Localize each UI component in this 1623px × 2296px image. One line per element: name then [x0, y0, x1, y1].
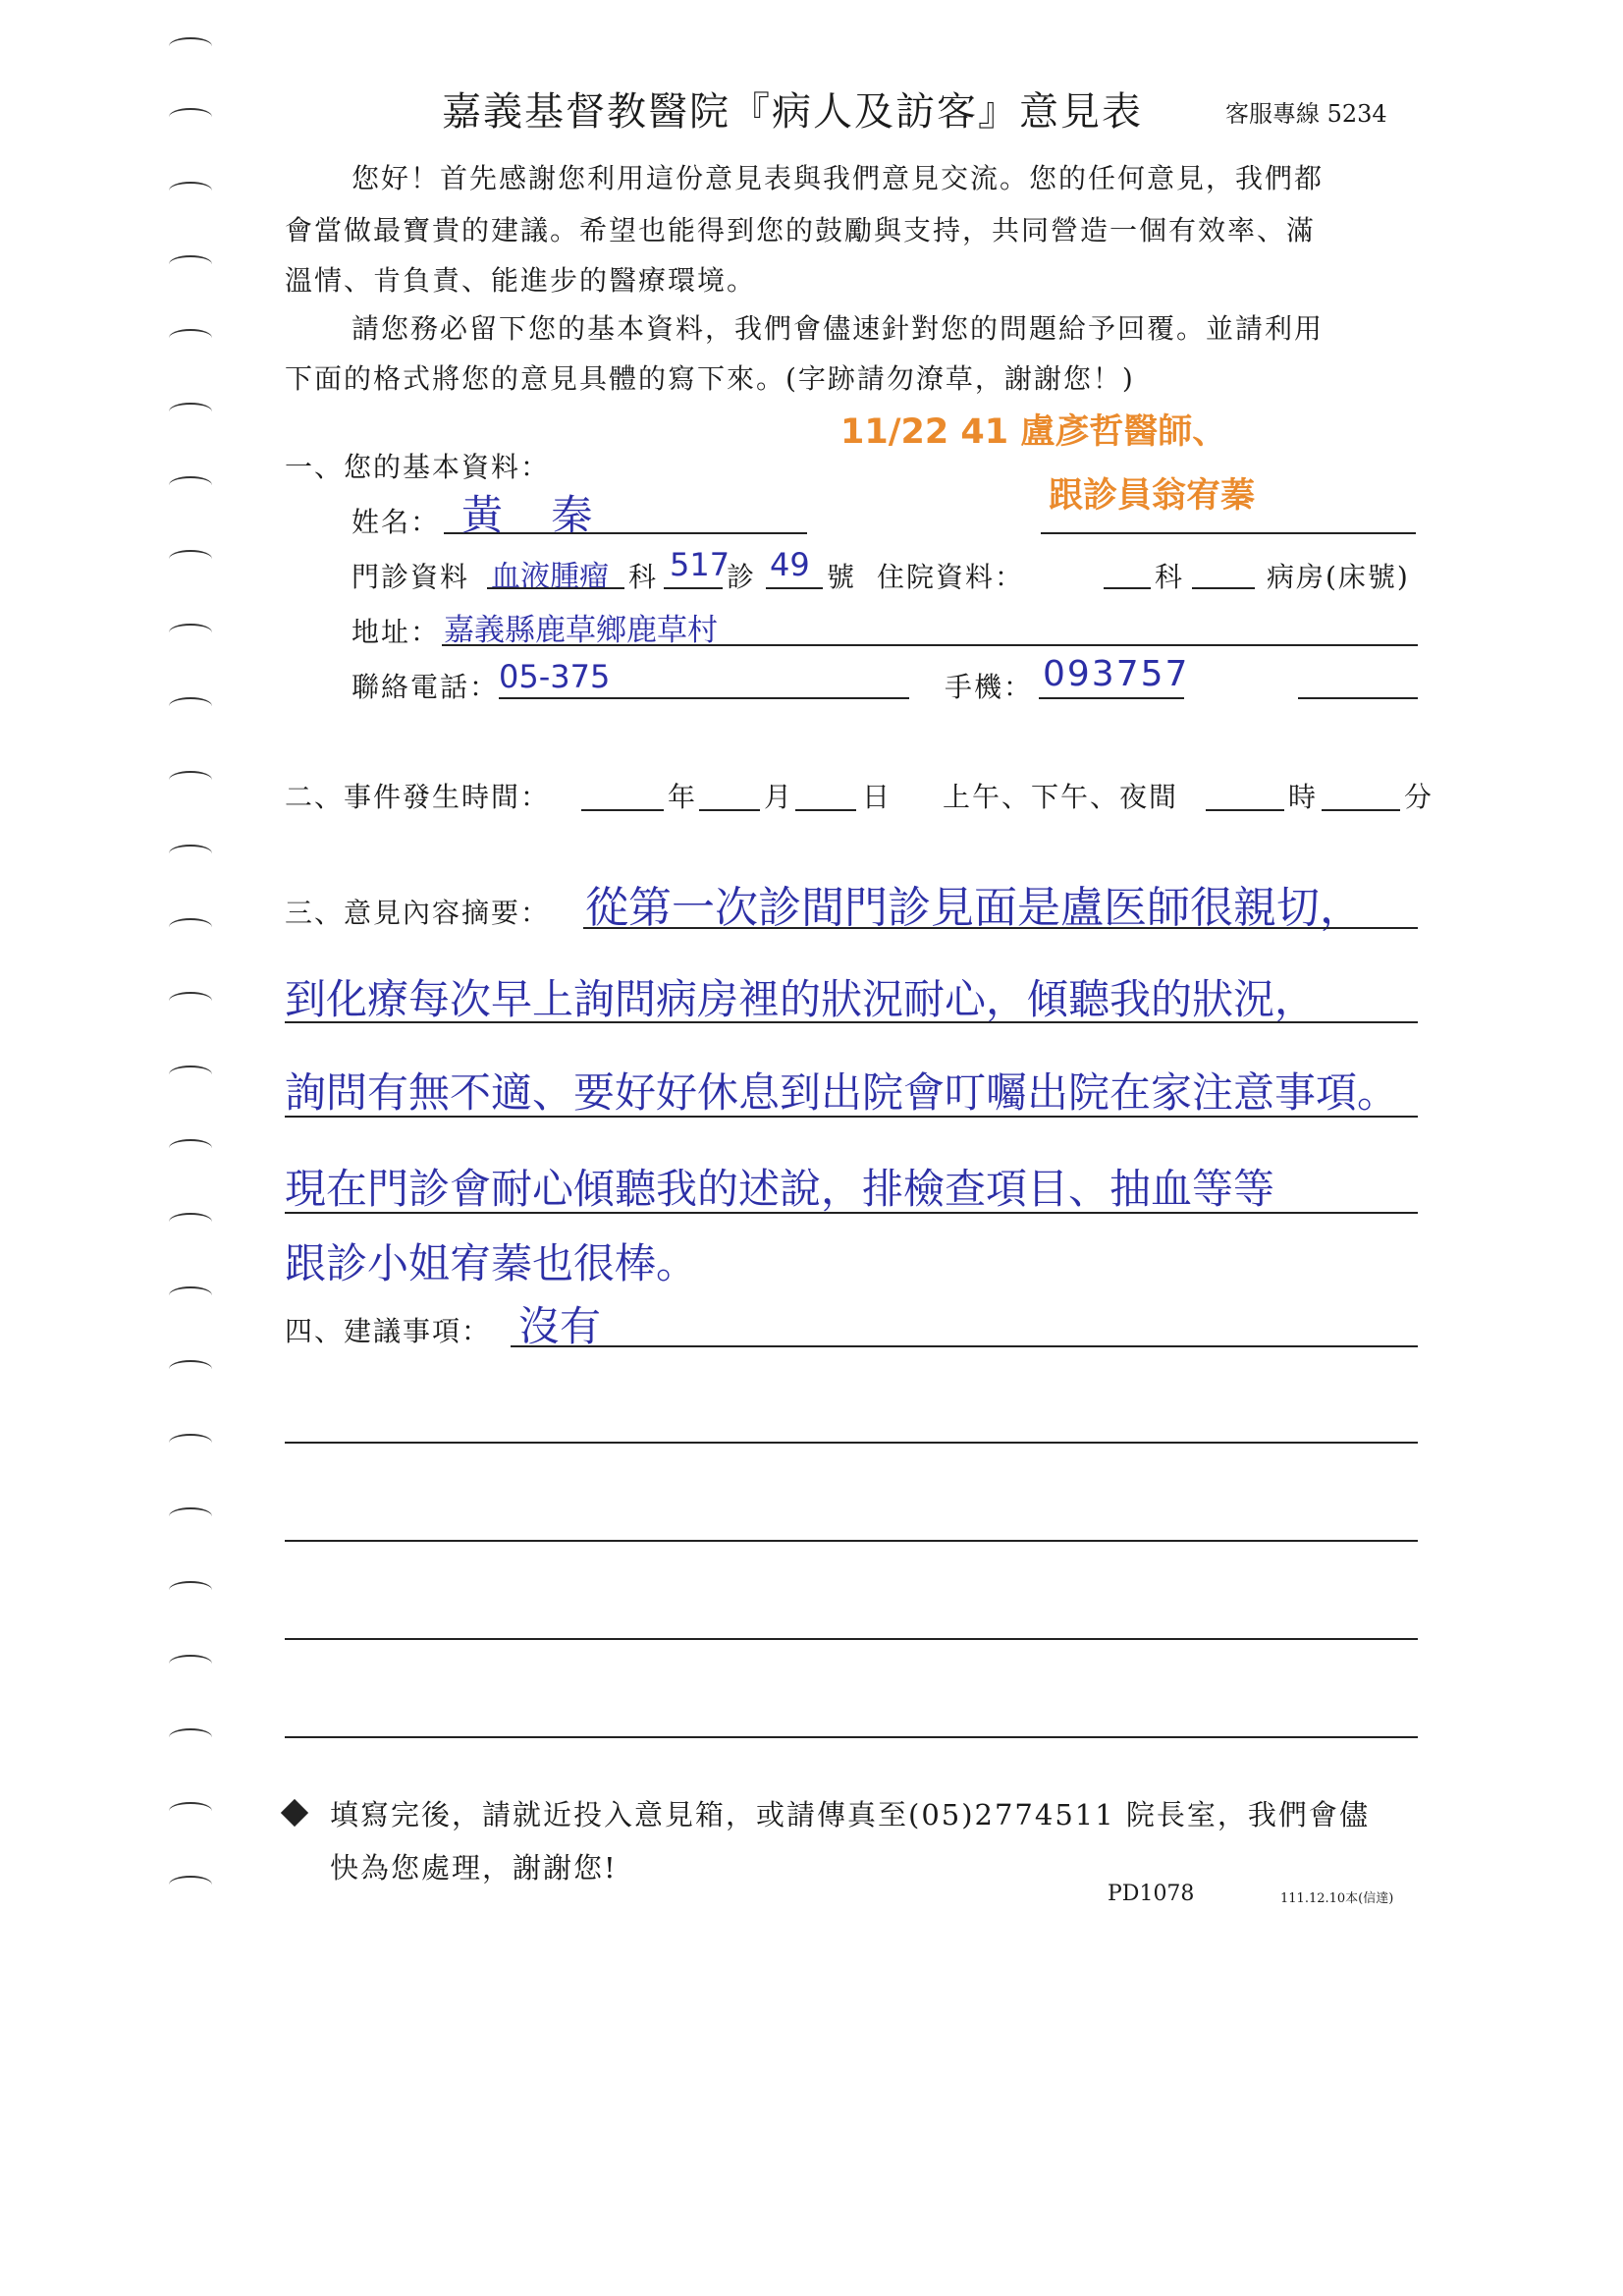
name-value: 黃 秦 [461, 491, 611, 539]
month-field-line [699, 809, 760, 811]
binder-ring [169, 108, 212, 126]
hour-field-line [1206, 809, 1284, 811]
minute-label: 分 [1404, 781, 1434, 813]
binder-ring [169, 918, 212, 936]
binder-ring [169, 403, 212, 420]
binder-ring [169, 1434, 212, 1451]
day-field-line [795, 809, 856, 811]
binder-ring [169, 550, 212, 568]
binder-ring [169, 845, 212, 862]
comment-field-line [285, 1021, 1418, 1023]
intro-line: 下面的格式將您的意見具體的寫下來。(字跡請勿潦草，謝謝您！) [285, 362, 1135, 395]
binder-ring [169, 1360, 212, 1378]
diamond-bullet-icon [281, 1799, 308, 1827]
inpatient-label: 住院資料： [877, 561, 1025, 593]
mobile-label: 手機： [945, 671, 1034, 703]
binder-ring [169, 992, 212, 1010]
comment-line: 跟診小姐宥蓁也很棒。 [285, 1239, 698, 1287]
year-field-line [581, 809, 664, 811]
binder-ring [169, 697, 212, 715]
suggestion-field-line [285, 1736, 1418, 1738]
binder-ring [169, 1213, 212, 1230]
section-comment-heading: 三、意見內容摘要： [285, 897, 551, 929]
section-basic-info-heading: 一、您的基本資料： [285, 451, 551, 483]
hour-label: 時 [1288, 781, 1319, 813]
footer-instruction: 快為您處理，謝謝您! [330, 1851, 618, 1885]
comment-line: 現在門診會耐心傾聽我的述說，排檢查項目、抽血等等 [285, 1165, 1275, 1213]
form-title: 嘉義基督教醫院『病人及訪客』意見表 [442, 89, 1143, 135]
binder-ring [169, 1802, 212, 1820]
footer-instruction: 填寫完後，請就近投入意見箱，或請傳真至(05)2774511 院長室，我們會儘 [330, 1798, 1370, 1831]
year-label: 年 [668, 781, 698, 813]
address-value: 嘉義縣鹿草鄉鹿草村 [444, 613, 718, 648]
clinic-room-value: 517 [670, 546, 730, 583]
suggestion-field-line [511, 1345, 1418, 1347]
phone-field-line [499, 697, 909, 699]
binder-ring [169, 476, 212, 494]
comment-field-line [285, 1212, 1418, 1214]
suggestion-value: 沒有 [518, 1302, 602, 1350]
month-label: 月 [764, 781, 794, 813]
service-hotline: 客服專線 5234 [1225, 100, 1387, 128]
binder-ring [169, 1876, 212, 1893]
binder-ring [169, 1507, 212, 1525]
mobile-value: 093757 [1043, 654, 1190, 694]
blank-field-line [1041, 532, 1416, 534]
clinic-dept-line [487, 587, 624, 589]
intro-line: 溫情、肯負責、能進步的醫療環境。 [285, 264, 757, 297]
inpatient-dept-line [1104, 587, 1151, 589]
section-event-time-heading: 二、事件發生時間： [285, 781, 551, 813]
inpatient-room-line [1192, 587, 1255, 589]
mobile-field-line [1039, 697, 1184, 699]
print-info: 111.12.10本(信達) [1280, 1891, 1394, 1906]
phone-value: 05-375 [499, 658, 611, 695]
intro-line: 您好！首先感謝您利用這份意見表與我們意見交流。您的任何意見，我們都 [352, 162, 1325, 194]
clinic-room-line [664, 587, 723, 589]
address-label: 地址： [352, 616, 441, 648]
clinic-number-line [766, 587, 823, 589]
inpatient-dept-suffix: 科 [1155, 561, 1185, 593]
binder-ring [169, 255, 212, 273]
form-code: PD1078 [1108, 1882, 1195, 1906]
time-period-options: 上午、下午、夜間 [943, 781, 1179, 813]
binder-ring [169, 182, 212, 199]
binder-ring [169, 37, 212, 55]
clinic-number-suffix: 號 [827, 561, 857, 593]
clinic-label: 門診資料 [352, 561, 470, 593]
binder-ring [169, 1655, 212, 1672]
comment-field-line [285, 1116, 1418, 1118]
binder-ring [169, 771, 212, 789]
suggestion-field-line [285, 1638, 1418, 1640]
staff-annotation: 11/22 41 盧彥哲醫師、 [840, 412, 1227, 452]
binder-ring [169, 1066, 212, 1083]
clinic-dept-value: 血液腫瘤 [491, 560, 609, 594]
clinic-room-suffix: 診 [727, 561, 757, 593]
binder-ring [169, 624, 212, 641]
binder-ring [169, 1286, 212, 1304]
clinic-number-value: 49 [770, 546, 810, 583]
intro-line: 請您務必留下您的基本資料，我們會儘速針對您的問題給予回覆。並請利用 [352, 312, 1325, 345]
suggestion-field-line [285, 1442, 1418, 1444]
comment-line: 到化療每次早上詢問病房裡的狀況耐心，傾聽我的狀況， [285, 975, 1317, 1023]
comment-line: 詢問有無不適、要好好休息到出院會叮囑出院在家注意事項。 [285, 1068, 1399, 1117]
minute-field-line [1322, 809, 1400, 811]
address-field-line [442, 644, 1418, 646]
binder-ring [169, 1581, 212, 1599]
inpatient-room-suffix: 病房(床號) [1267, 561, 1410, 593]
binder-ring [169, 329, 212, 347]
comment-line: 從第一次診間門診見面是盧医師很親切， [585, 883, 1363, 933]
binder-ring [169, 1139, 212, 1157]
name-label: 姓名： [352, 506, 441, 538]
phone-label: 聯絡電話： [352, 671, 500, 703]
intro-line: 會當做最寶貴的建議。希望也能得到您的鼓勵與支持，共同營造一個有效率、滿 [285, 214, 1317, 246]
clinic-dept-suffix: 科 [628, 561, 659, 593]
suggestion-field-line [285, 1540, 1418, 1542]
comment-field-line [583, 927, 1418, 929]
section-suggestion-heading: 四、建議事項： [285, 1315, 492, 1347]
day-label: 日 [862, 781, 893, 813]
staff-annotation: 跟診員翁宥蓁 [1049, 476, 1256, 516]
mobile-field-line-end [1298, 697, 1418, 699]
binder-ring [169, 1728, 212, 1746]
